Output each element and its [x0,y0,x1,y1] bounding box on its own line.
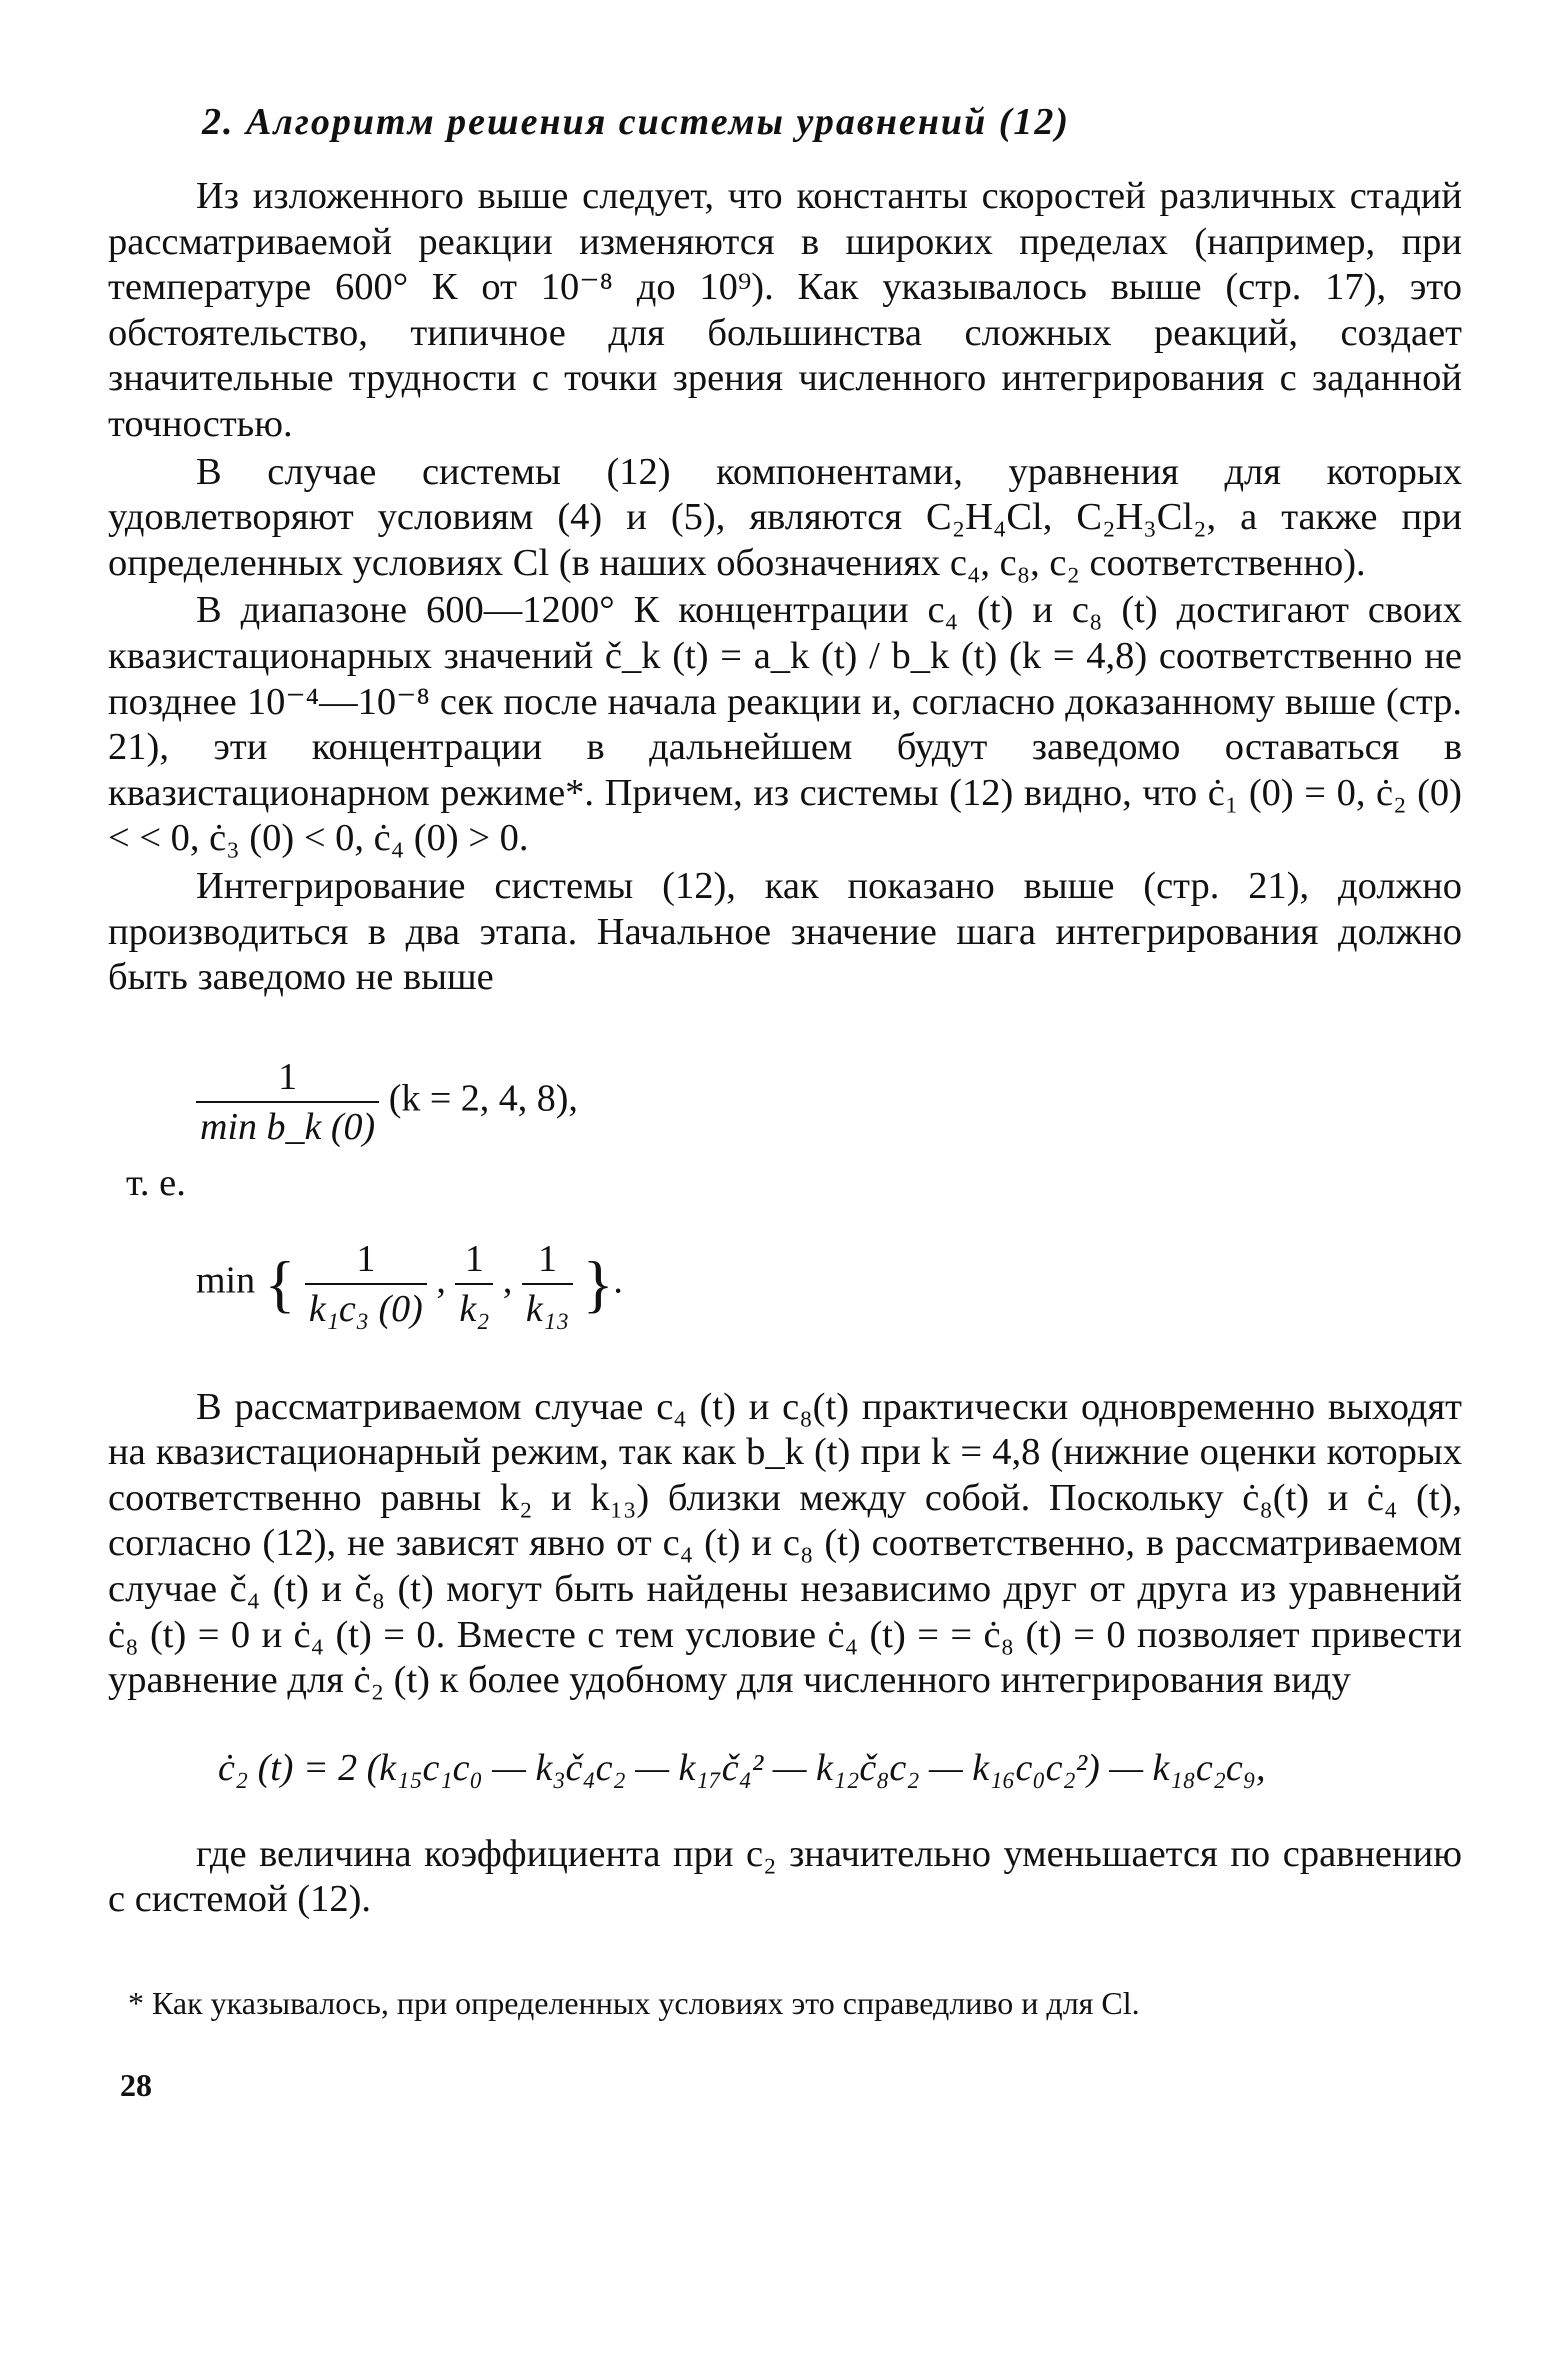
fraction-numerator: 1 [196,1053,379,1103]
min-term-2 [455,1235,493,1333]
formula-period: . [613,1259,623,1302]
separator: , [436,1259,456,1302]
fraction-denominator: min b_k (0) [200,1105,376,1148]
formula-condition: (k = 2, 4, 8), [388,1077,578,1120]
separator: , [502,1259,522,1302]
formula-step-bound [196,1053,1462,1151]
min-term-3 [522,1235,573,1333]
min-term-3-denominator: k₁₃ [525,1287,570,1330]
min-term-1-denominator: k₁c₃ (0) [308,1287,423,1330]
min-term-3-numerator: 1 [522,1235,573,1285]
footnote: * Как указывалось, при определенных условиях это справедливо и для Cl. [128,1985,1140,2022]
paragraph-4: Интегрирование системы (12), как показано выше (стр. 21), должно производиться в два этапа. Начальное значение шага интегрирования должно быть заведомо не выше [108,864,1462,999]
min-term-2-denominator: k₂ [459,1287,490,1330]
section-heading: 2. Алгоритм решения системы уравнений (12) [202,101,1071,143]
page-number: 28 [120,2067,152,2104]
paragraph-3: В диапазоне 600—1200° К концентрации c₄ (t) и c₈ (t) достигают своих квазистационарных значений č_k (t) = a_k (t) / b_k (t) (k = 4,8) соответственно не позднее 10⁻⁴—10⁻⁸ сек после начала реакции и, согласно доказанному выше (стр. 21), эти концентрации в дальнейшем будут заведомо оставаться в квазистационарном режиме*. Причем, из системы (12) видно, что ċ₁ (0) = 0, ċ₂ (0) < < 0, ċ₃ (0) < 0, ċ₄ (0) > 0. [108,589,1462,860]
brace-right: } [582,1247,614,1319]
paragraph-5: В рассматриваемом случае c₄ (t) и c₈(t) практически одновременно выходят на квазистационарный режим, так как b_k (t) при k = 4,8 (нижние оценки которых соответственно равны k₂ и k₁₃) близки между собой. Поскольку ċ₈(t) и ċ₄ (t), согласно (12), не зависят явно от c₄ (t) и c₈ (t) соответственно, в рассматриваемом случае č₄ (t) и č₈ (t) могут быть найдены независимо друг от друга из уравнений ċ₈ (t) = 0 и ċ₄ (t) = 0. Вместе с тем условие ċ₄ (t) = = ċ₈ (t) = 0 позволяет привести уравнение для ċ₂ (t) к более удобному для численного интегрирования виду [108,1385,1462,1702]
formula-c2-derivative: ċ₂ (t) = 2 (k₁₅c₁c₀ — k₃č₄c₂ — k₁₇č₄² — k₁₂č₈c₂ — k₁₆c₀c₂²) — k₁₈c₂c₉, [218,1746,1266,1789]
min-term-1-numerator: 1 [305,1235,427,1285]
paragraph-6: где величина коэффициента при c₂ значительно уменьшается по сравнению с системой (12). [108,1832,1462,1921]
paragraph-1: Из изложенного выше следует, что константы скоростей различных стадий рассматриваемой реакции изменяются в широких пределах (например, при температуре 600° К от 10⁻⁸ до 10⁹). Как указывалось выше (стр. 17), это обстоятельство, типичное для большинства сложных реакций, создает значительные трудности с точки зрения численного интегрирования с заданной точностью. [108,175,1462,445]
min-operator: min [196,1259,256,1302]
te-label: т. е. [126,1161,186,1204]
min-term-2-numerator: 1 [455,1235,493,1285]
formula-min [196,1235,1462,1333]
fraction [196,1053,379,1151]
paragraph-2: В случае системы (12) компонентами, уравнения для которых удовлетворяют условиям (4) и (5), являются C₂H₄Cl, C₂H₃Cl₂, а также при определенных условиях Cl (в наших обозначениях c₄, c₈, c₂ соответственно). [108,450,1462,584]
min-term-1 [305,1235,427,1333]
brace-left: { [264,1247,296,1319]
